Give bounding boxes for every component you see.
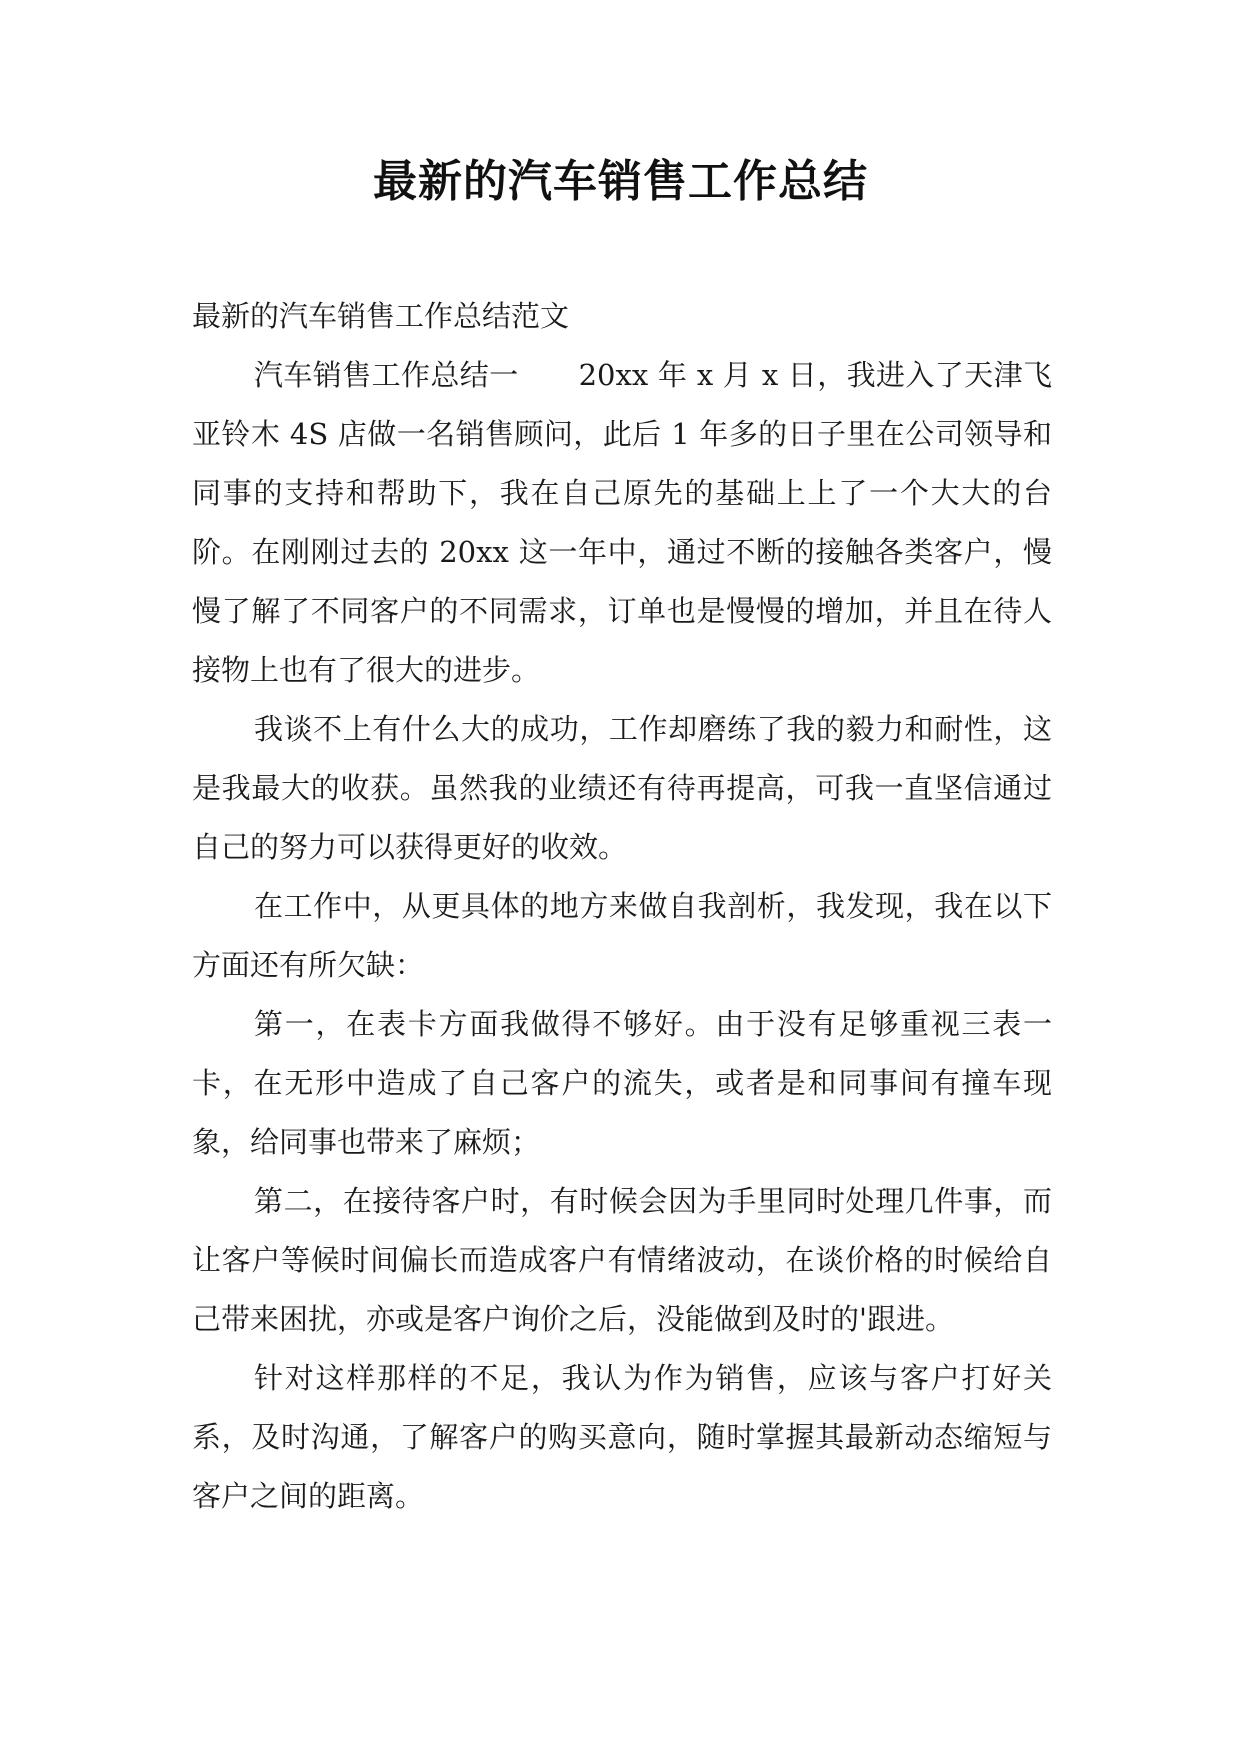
paragraph-5: 针对这样那样的不足，我认为作为销售，应该与客户打好关系，及时沟通，了解客户的购买意向，随时掌握其最新动态缩短与客户之间的距离。 [192, 1361, 1052, 1513]
paragraph-4: 第二，在接待客户时，有时候会因为手里同时处理几件事，而让客户等候时间偏长而造成客户有情绪波动，在谈价格的时候给自己带来困扰，亦或是客户询价之后，没能做到及时的'跟进。 [192, 1184, 1052, 1336]
paragraph-intro [192, 346, 1052, 700]
document-title: 最新的汽车销售工作总结 [373, 156, 868, 207]
paragraph-2: 在工作中，从更具体的地方来做自我剖析，我发现，我在以下方面还有所欠缺： [192, 889, 1052, 982]
paragraph-1: 我谈不上有什么大的成功，工作却磨练了我的毅力和耐性，这是我最大的收获。虽然我的业绩还有待再提高，可我一直坚信通过自己的努力可以获得更好的收效。 [192, 712, 1052, 864]
paragraph-intro-text: 20xx 年 x 月 x 日，我进入了天津飞亚铃木 4S 店做一名销售顾问，此后 1 年多的日子里在公司领导和同事的支持和帮助下，我在自己原先的基础上上了一个大大的台阶。在刚刚过去的 20xx 这一年中，通过不断的接触各类客户，慢慢了解了不同客户的不同需求，订单也是慢慢的增加，并且在待人接物上也有了很大的进步。 [192, 358, 1052, 687]
document-body [192, 287, 1052, 1526]
section-heading: 汽车销售工作总结一 [254, 358, 519, 392]
document-subtitle: 最新的汽车销售工作总结范文 [192, 299, 570, 333]
paragraph-3: 第一，在表卡方面我做得不够好。由于没有足够重视三表一卡，在无形中造成了自己客户的流失，或者是和同事间有撞车现象，给同事也带来了麻烦； [192, 1007, 1052, 1159]
